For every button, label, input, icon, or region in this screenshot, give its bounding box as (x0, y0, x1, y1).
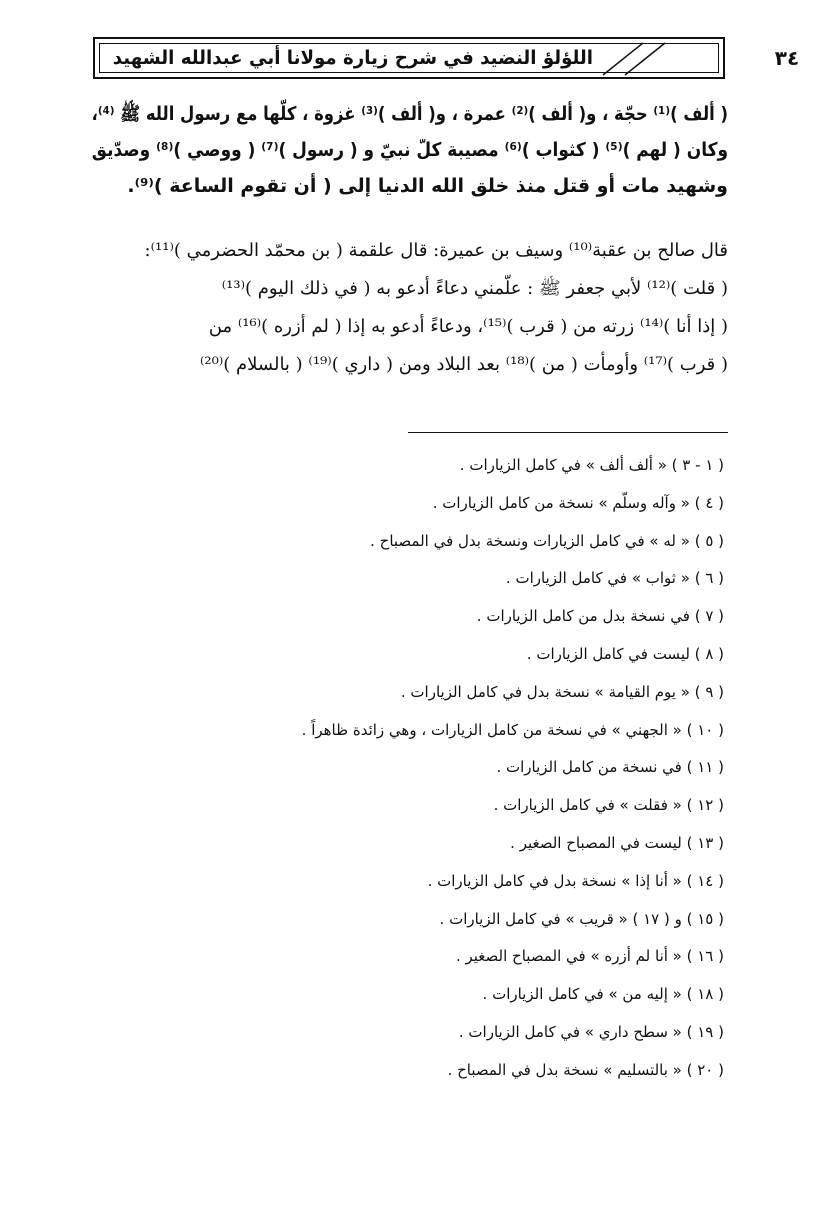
main-text-plain (92, 232, 728, 384)
footnote: ( ١٤ ) « أنا إذا » نسخة بدل في كامل الزيارات . (427, 871, 724, 890)
main-text-bold (92, 96, 728, 204)
footnote: ( ٤ ) « وآله وسلّم » نسخة من كامل الزيارات . (432, 493, 724, 512)
header-title: اللؤلؤ النضيد في شرح زيارة مولانا أبي عبدالله الشهيد (112, 47, 594, 69)
footnote: ( ٩ ) « يوم القيامة » نسخة بدل في كامل الزيارات . (400, 682, 724, 701)
text-line: وشهيد مات أو قتل منذ خلق الله الدنيا إلى ( أن تقوم الساعة )⁽⁹⁾. (127, 175, 728, 197)
text-line: ( ألف )⁽¹⁾ حجّة ، و( ألف )⁽²⁾ عمرة ، و( ألف )⁽³⁾ غزوة ، كلّها مع رسول الله ﷺ ⁽⁴⁾، (91, 103, 728, 125)
footnote: ( ١٣ ) ليست في المصباح الصغير . (510, 833, 724, 852)
footnote: ( ٨ ) ليست في كامل الزيارات . (526, 644, 724, 663)
running-header (93, 37, 800, 79)
footnote: ( ٢٠ ) « بالتسليم » نسخة بدل في المصباح . (447, 1060, 724, 1079)
footnote: ( ١٦ ) « أنا لم أزره » في المصباح الصغير . (455, 947, 724, 966)
text-line: ( إذا أنا )⁽¹⁴⁾ زرته من ( قرب )⁽¹⁵⁾، ودعاءً أدعو به إذا ( لم أزره )⁽¹⁶⁾ من (208, 316, 728, 337)
footnote: ( ٧ ) في نسخة بدل من كامل الزيارات . (476, 607, 724, 626)
text-line: وكان ( لهم )⁽⁵⁾ ( كثواب )⁽⁶⁾ مصيبة كلّ نبيّ و ( رسول )⁽⁷⁾ ( ووصي )⁽⁸⁾ وصدّيق (91, 139, 728, 161)
footnote: ( ١١ ) في نسخة من كامل الزيارات . (496, 758, 724, 777)
text-line: ( قرب )⁽¹⁷⁾ وأومأت ( من )⁽¹⁸⁾ بعد البلاد ومن ( داري )⁽¹⁹⁾ ( بالسلام )⁽²⁰⁾ (200, 354, 728, 375)
footnote: ( ١٠ ) « الجهني » في نسخة من كامل الزيارات ، وهي زائدة ظاهراً . (301, 720, 724, 739)
footnote: ( ١٥ ) و ( ١٧ ) « قريب » في كامل الزيارات . (439, 909, 724, 928)
page-number: ٣٤ (774, 46, 800, 70)
footnote: ( ٦ ) « ثواب » في كامل الزيارات . (505, 569, 724, 588)
footnotes (92, 447, 724, 1090)
footnote: ( ٥ ) « له » في كامل الزيارات ونسخة بدل في المصباح . (370, 531, 724, 550)
text-line: قال صالح بن عقبة⁽¹⁰⁾ وسيف بن عميرة: قال علقمة ( بن محمّد الحضرمي )⁽¹¹⁾: (144, 240, 728, 261)
footnote: ( ١٨ ) « إليه من » في كامل الزيارات . (482, 985, 724, 1004)
text-line: ( قلت )⁽¹²⁾ لأبي جعفر ﷺ : علّمني دعاءً أدعو به ( في ذلك اليوم )⁽¹³⁾ (221, 278, 728, 299)
footnote: ( ١ - ٣ ) « ألف ألف » في كامل الزيارات . (459, 456, 724, 474)
footnote: ( ١٩ ) « سطح داري » في كامل الزيارات . (458, 1022, 724, 1041)
footnote-separator (408, 432, 728, 433)
footnote: ( ١٢ ) « فقلت » في كامل الزيارات . (493, 796, 724, 815)
